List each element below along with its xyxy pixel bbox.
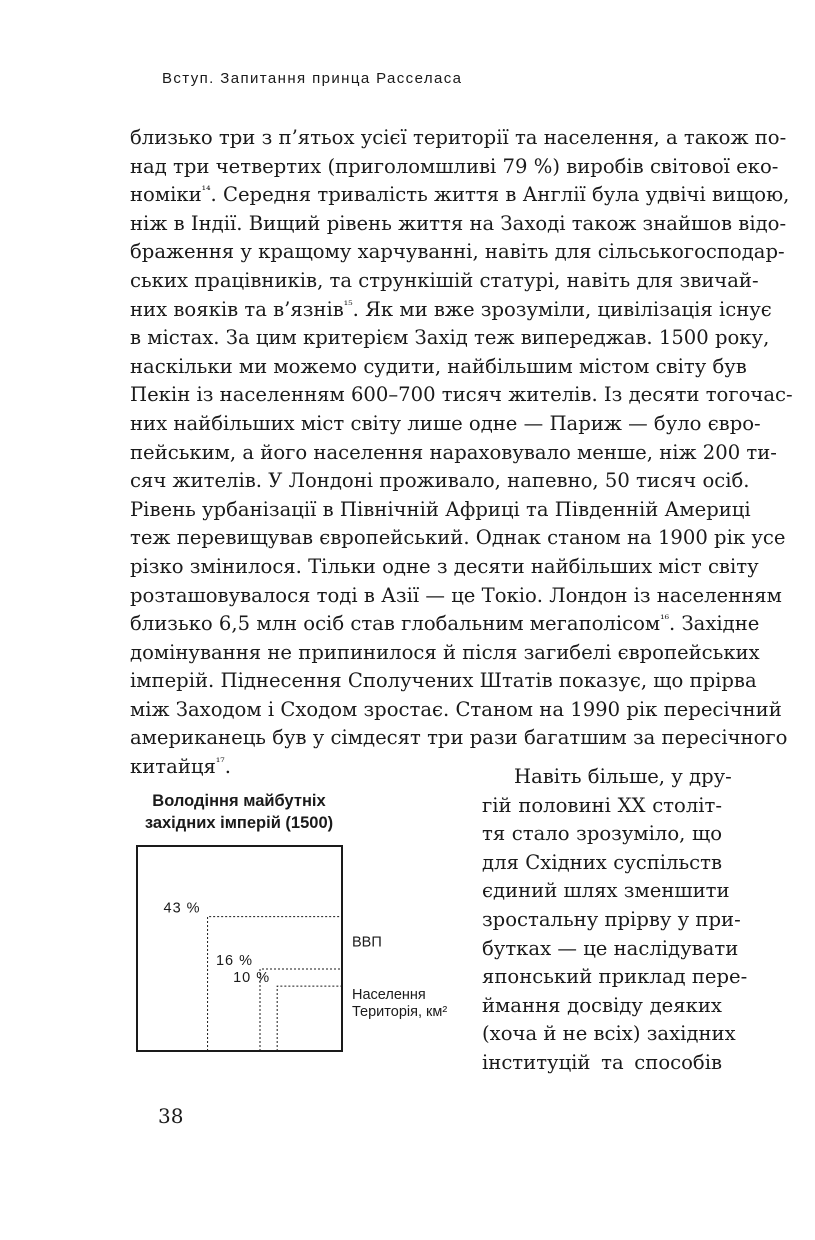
- text-line: інституцій та способів: [482, 1050, 722, 1074]
- text-line: Навіть більше, у дру-: [514, 765, 732, 788]
- footnote-ref: ¹⁴: [201, 183, 211, 197]
- legend-label: Територія, км²: [352, 1004, 448, 1021]
- main-paragraph: [130, 124, 793, 782]
- text-line: наскільки ми можемо судити, найбільшим містом світу був: [130, 354, 747, 378]
- legend-label: ВВП: [352, 934, 382, 951]
- text-line: них найбільших міст світу лише одне — Париж — було євро-: [130, 411, 761, 435]
- footnote-ref: ¹⁷: [215, 755, 225, 769]
- text-fragment: близько 6,5 млн осіб став глобальним мегаполісом: [130, 612, 661, 636]
- text-line: бутках — це наслідувати: [482, 936, 739, 960]
- page-number: 38: [158, 1104, 184, 1128]
- value-label: 16 %: [215, 953, 253, 969]
- side-paragraph: [482, 763, 748, 1078]
- text-fragment: китайця: [130, 755, 216, 779]
- text-line: пейським, а його населення нараховувало менше, ніж 200 ти-: [130, 440, 777, 464]
- text-line: Рівень урбанізації в Північній Африці та Південній Америці: [130, 497, 751, 521]
- text-line: американець був у сімдесят три рази багатшим за пересічного: [130, 726, 788, 750]
- text-line: близько три з п’ятьох усієї території та населення, а також по-: [130, 126, 787, 149]
- text-fragment: них вояків та в’язнів: [130, 297, 344, 321]
- text-line: японський приклад пере-: [482, 965, 748, 989]
- text-line: різко змінилося. Тільки одне з десяти найбільших міст світу: [130, 554, 759, 578]
- text-fragment: . Західне: [669, 612, 760, 636]
- text-line: ніж в Індії. Вищий рівень життя на Заході також знайшов відо-: [130, 211, 787, 235]
- chart-title-line: Володіння майбутніх: [152, 792, 326, 810]
- text-line: в містах. За цим критерієм Захід теж випереджав. 1500 року,: [130, 326, 770, 350]
- text-fragment: . Як ми вже зрозуміли, цивілізація існує: [352, 297, 772, 321]
- chart-figure: [120, 790, 470, 1070]
- running-head: Вступ. Запитання принца Расселаса: [162, 70, 463, 87]
- text-line: Пекін із населенням 600–700 тисяч жителів. Із десяти тогочас-: [130, 383, 793, 407]
- text-line: теж перевищував європейський. Однак станом на 1900 рік усе: [130, 526, 786, 550]
- text-line: ських працівників, та стрункішій статурі, навіть для звичай-: [130, 268, 759, 292]
- text-line: над три четвертих (приголомшливі 79 %) виробів світової еко-: [130, 154, 779, 178]
- nested-squares-chart: [120, 790, 470, 1070]
- legend-label: Населення: [352, 987, 426, 1003]
- text-line: єдиний шлях зменшити: [482, 879, 730, 903]
- text-line: [130, 296, 772, 325]
- text-line: (хоча й не всіх) західних: [482, 1022, 736, 1046]
- chart-title-line: західних імперій (1500): [144, 814, 334, 832]
- series-square-1: [208, 917, 342, 1051]
- text-line: [130, 610, 760, 639]
- total-square: [137, 846, 342, 1051]
- text-fragment: . Середня тривалість життя в Англії була удвічі вищою,: [210, 183, 790, 207]
- text-line: браження у кращому харчуванні, навіть для сільськогосподар-: [130, 240, 785, 264]
- footnote-ref: ¹⁵: [343, 298, 353, 312]
- text-line: ймання досвіду деяких: [482, 993, 722, 1017]
- text-line: гій половині XX століт-: [482, 793, 722, 817]
- text-line: [130, 181, 790, 210]
- value-label: 43 %: [163, 900, 201, 917]
- text-line: домінування не припинилося й після загибелі європейських: [130, 640, 760, 664]
- text-line: імперій. Піднесення Сполучених Штатів показує, що прірва: [130, 669, 757, 693]
- text-line: сяч жителів. У Лондоні проживало, напевно, 50 тисяч осіб.: [130, 469, 750, 493]
- footnote-ref: ¹⁶: [660, 612, 669, 626]
- text-line: зростальну прірву у при-: [482, 907, 741, 931]
- text-line: розташовувалося тоді в Азії — це Токіо. Лондон із населенням: [130, 583, 782, 607]
- text-fragment: номіки: [130, 183, 202, 207]
- text-line: тя стало зрозуміло, що: [482, 822, 722, 846]
- series-square-3: [277, 986, 342, 1051]
- series-square-2: [260, 969, 342, 1051]
- text-line: для Східних суспільств: [482, 850, 722, 874]
- value-label: 10 %: [233, 970, 271, 987]
- text-fragment: .: [224, 755, 231, 779]
- text-line: між Заходом і Сходом зростає. Станом на 1990 рік пересічний: [130, 697, 782, 721]
